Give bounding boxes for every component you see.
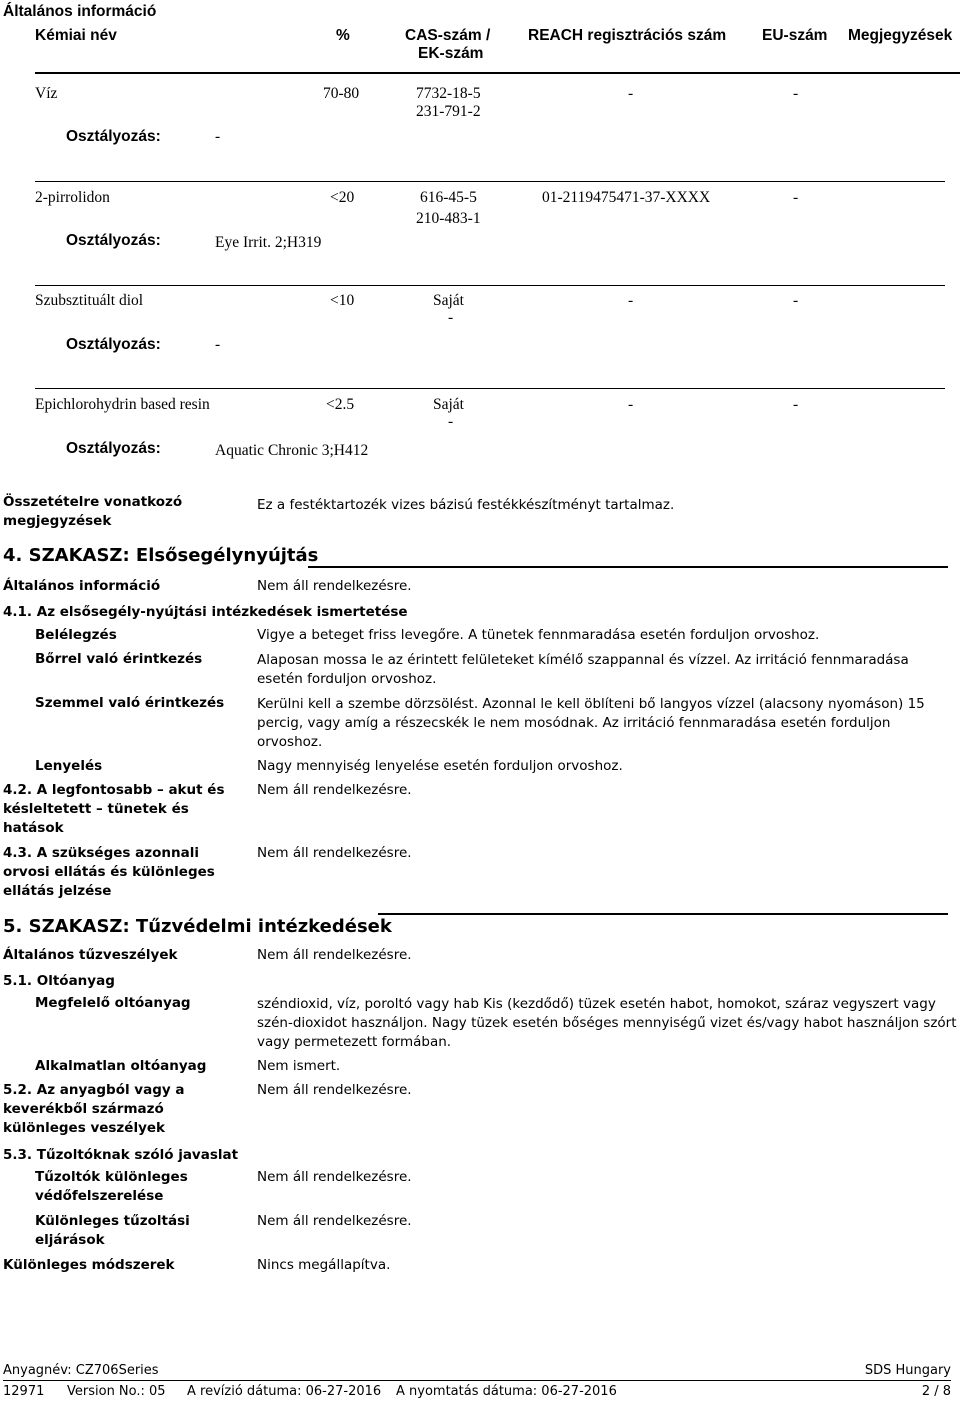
row-1-classification-label: Osztályozás: <box>66 128 161 145</box>
footer-product-name: Anyagnév: CZ706Series <box>3 1363 159 1378</box>
row-1-name: Víz <box>35 85 58 102</box>
row-2-eu: - <box>793 189 799 206</box>
s4-sub43-line2: orvosi ellátás és különleges <box>3 864 215 880</box>
row-1-percent: 70-80 <box>323 85 360 102</box>
inhalation-label: Belélegzés <box>35 627 117 643</box>
ppe-label-1: Tűzoltók különleges <box>35 1169 188 1185</box>
row-3-cas: Saját <box>433 292 464 309</box>
row-1-ek: 231-791-2 <box>416 103 481 120</box>
s5-sub52-line2: keverékből származó <box>3 1101 164 1117</box>
section-4-title: 4. SZAKASZ: Elsősegélynyújtás <box>3 545 319 566</box>
procedures-label-2: eljárások <box>35 1232 105 1248</box>
s4-sub41: 4.1. Az elsősegély-nyújtási intézkedések ismertetése <box>3 604 408 620</box>
procedures-label-1: Különleges tűzoltási <box>35 1213 190 1229</box>
row-1-cas: 7732-18-5 <box>416 85 481 102</box>
general-info-heading: Általános információ <box>3 3 157 20</box>
s4-sub42-value: Nem áll rendelkezésre. <box>257 782 412 798</box>
s5-sub53: 5.3. Tűzoltóknak szóló javaslat <box>3 1147 239 1163</box>
col-cas: CAS-szám / <box>405 27 491 44</box>
col-ek: EK-szám <box>418 45 484 62</box>
row-4-eu: - <box>793 396 799 413</box>
row-4-percent: <2.5 <box>326 396 355 413</box>
s5-sub51: 5.1. Oltóanyag <box>3 973 115 989</box>
row-2-name: 2-pirrolidon <box>35 189 110 206</box>
s4-general-label: Általános információ <box>3 578 161 594</box>
row-1-reach: - <box>628 85 634 102</box>
col-percent: % <box>336 27 350 44</box>
row-2-percent: <20 <box>330 189 355 206</box>
row-2-cas: 616-45-5 <box>420 189 477 206</box>
row-divider <box>35 181 945 182</box>
row-4-classification-label: Osztályozás: <box>66 440 161 457</box>
eye-value: Kerülni kell a szembe dörzsölést. Azonnal le kell öblíteni bő langyos vízzel (alacsony nyomáson) 15 percig, vagy amíg a részecskék le nem mosódnak. Az irritáció fennmaradása esetén forduljon orvoshoz. <box>257 696 925 750</box>
row-2-reach: 01-2119475471-37-XXXX <box>542 189 711 206</box>
ingestion-value: Nagy mennyiség lenyelése esetén forduljon orvoshoz. <box>257 758 623 774</box>
row-3-percent: <10 <box>330 292 355 309</box>
composition-note-label-2: megjegyzések <box>3 513 112 529</box>
skin-label: Bőrrel való érintkezés <box>35 651 203 667</box>
s4-general-value: Nem áll rendelkezésre. <box>257 578 412 594</box>
s4-sub43-line3: ellátás jelzése <box>3 883 112 899</box>
section-5-rule <box>378 913 948 915</box>
unsuitable-media-value: Nem ismert. <box>257 1058 341 1074</box>
s5-general-label: Általános tűzveszélyek <box>3 947 178 963</box>
section-4-rule <box>308 566 948 568</box>
col-chemical-name: Kémiai név <box>35 27 117 44</box>
row-4-cas: Saját <box>433 396 464 413</box>
col-eu: EU-szám <box>762 27 828 44</box>
col-notes: Megjegyzések <box>848 27 953 44</box>
eye-label: Szemmel való érintkezés <box>35 695 225 711</box>
s5-sub52-value: Nem áll rendelkezésre. <box>257 1082 412 1098</box>
footer-page-number: 2 / 8 <box>921 1384 951 1399</box>
ingestion-label: Lenyelés <box>35 758 103 774</box>
s5-general-value: Nem áll rendelkezésre. <box>257 947 412 963</box>
row-2-ek: 210-483-1 <box>416 210 481 227</box>
footer-sds: SDS Hungary <box>864 1363 951 1378</box>
row-divider <box>35 285 945 286</box>
s4-sub42-line2: késleltetett – tünetek és <box>3 801 189 817</box>
row-1-classification: - <box>215 128 221 145</box>
row-divider <box>35 388 945 389</box>
methods-label: Különleges módszerek <box>3 1257 175 1273</box>
row-3-name: Szubsztituált diol <box>35 292 144 309</box>
composition-note: Ez a festéktartozék vizes bázisú festékkészítményt tartalmaz. <box>257 497 675 513</box>
row-4-name: Epichlorohydrin based resin <box>35 396 210 413</box>
procedures-value: Nem áll rendelkezésre. <box>257 1213 412 1229</box>
suitable-media-label: Megfelelő oltóanyag <box>35 995 191 1011</box>
row-2-classification: Eye Irrit. 2;H319 <box>215 234 322 251</box>
footer-version: Version No.: 05 <box>67 1384 166 1399</box>
row-4-ek: - <box>448 413 454 430</box>
s4-sub43-line1: 4.3. A szükséges azonnali <box>3 845 199 861</box>
section-5-title: 5. SZAKASZ: Tűzvédelmi intézkedések <box>3 916 392 937</box>
inhalation-value: Vigye a beteget friss levegőre. A tünetek fennmaradása esetén forduljon orvoshoz. <box>257 627 820 643</box>
composition-note-label-1: Összetételre vonatkozó <box>3 494 183 510</box>
row-1-eu: - <box>793 85 799 102</box>
suitable-media-value: széndioxid, víz, poroltó vagy hab Kis (kezdődő) tüzek esetén habot, homokot, száraz vegyszert vagy szén-dioxidot használjon. Nagy tüzek esetén bőséges mennyiségű vizet és/vagy habot használjon szórt vagy permetezett formában. <box>257 996 957 1050</box>
row-3-classification: - <box>215 336 221 353</box>
row-3-ek: - <box>448 309 454 326</box>
footer-print-date: A nyomtatás dátuma: 06-27-2016 <box>396 1384 617 1399</box>
header-divider <box>35 72 960 74</box>
row-2-classification-label: Osztályozás: <box>66 232 161 249</box>
col-reach: REACH regisztrációs szám <box>528 27 727 44</box>
ppe-value: Nem áll rendelkezésre. <box>257 1169 412 1185</box>
row-3-reach: - <box>628 292 634 309</box>
skin-value: Alaposan mossa le az érintett felületeket kímélő szappannal és vízzel. Az irritáció fennmaradása esetén forduljon orvoshoz. <box>257 652 909 687</box>
footer-doc-no: 12971 <box>3 1384 45 1399</box>
row-3-classification-label: Osztályozás: <box>66 336 161 353</box>
ppe-label-2: védőfelszerelése <box>35 1188 164 1204</box>
s4-sub42-line3: hatások <box>3 820 64 836</box>
footer-rule <box>3 1380 951 1381</box>
s4-sub43-value: Nem áll rendelkezésre. <box>257 845 412 861</box>
row-3-eu: - <box>793 292 799 309</box>
row-4-reach: - <box>628 396 634 413</box>
methods-value: Nincs megállapítva. <box>257 1257 391 1273</box>
s5-sub52-line1: 5.2. Az anyagból vagy a <box>3 1082 185 1098</box>
footer-revision-date: A revízió dátuma: 06-27-2016 <box>187 1384 382 1399</box>
row-4-classification: Aquatic Chronic 3;H412 <box>215 442 369 459</box>
s4-sub42-line1: 4.2. A legfontosabb – akut és <box>3 782 225 798</box>
s5-sub52-line3: különleges veszélyek <box>3 1120 166 1136</box>
unsuitable-media-label: Alkalmatlan oltóanyag <box>35 1058 207 1074</box>
